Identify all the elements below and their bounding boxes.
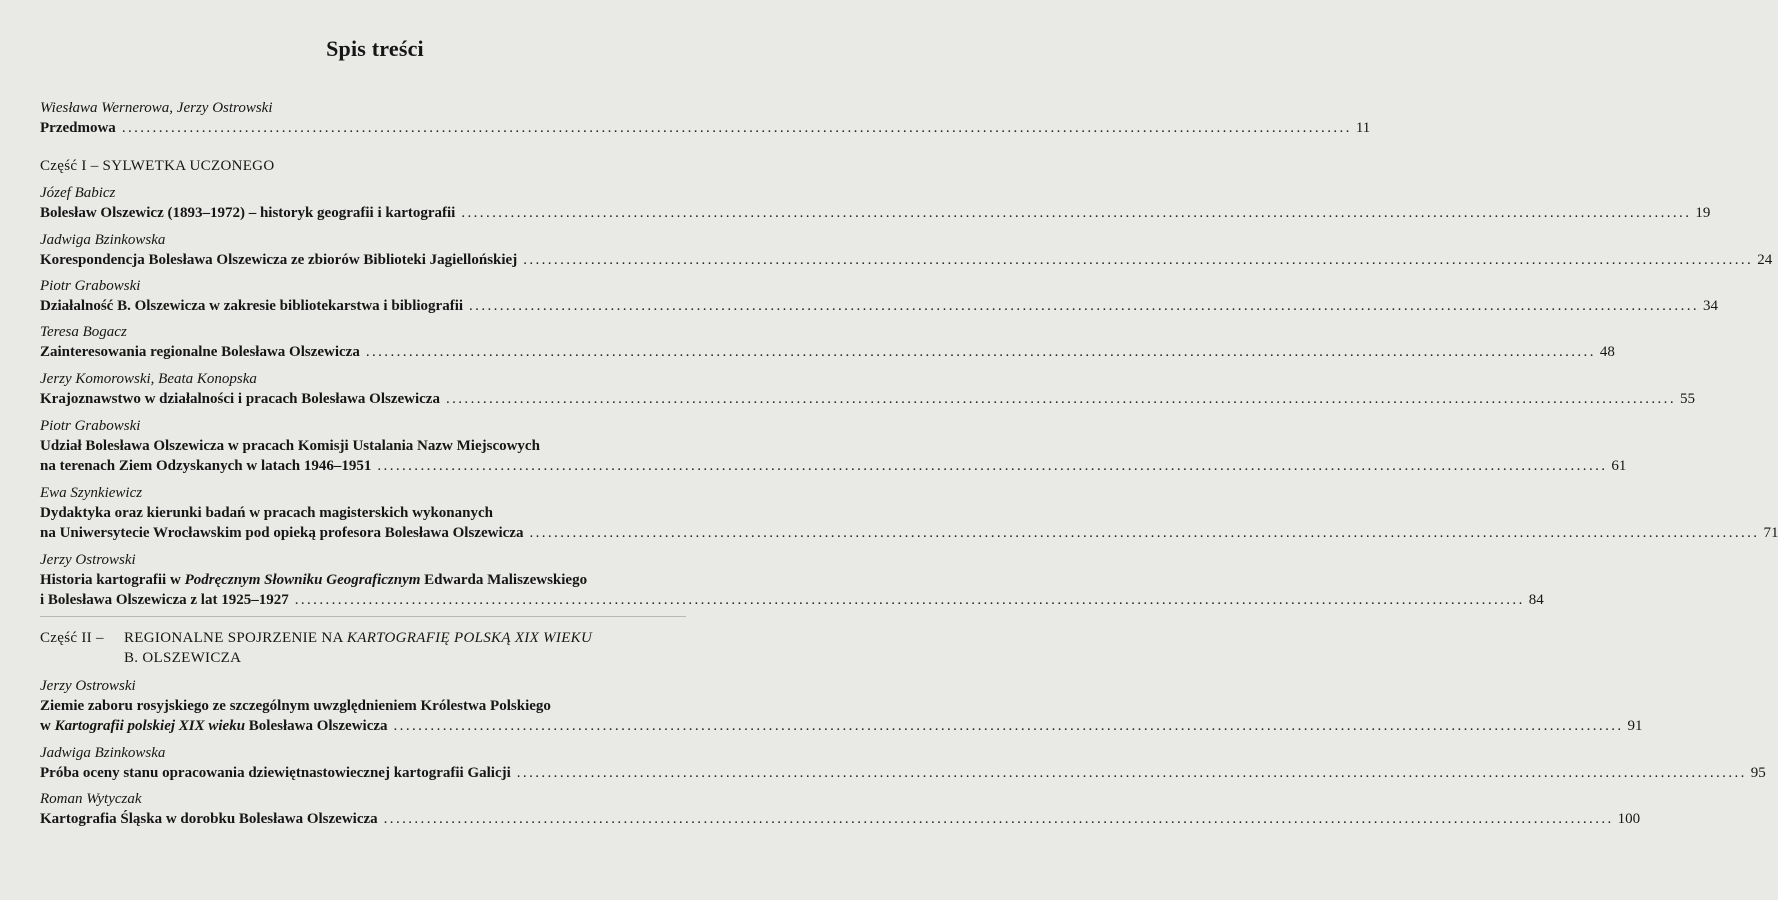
entry-title-line[interactable] — [40, 590, 1544, 610]
entry-title-line[interactable] — [40, 342, 1615, 362]
entry-title-line[interactable] — [40, 570, 686, 590]
leader-dots: ........................................................................................................................................................................................................ — [523, 252, 1754, 268]
entry-title: na Uniwersytecie Wrocławskim pod opieką profesora Bolesława Olszewicza — [40, 525, 524, 541]
entry-author: Jadwiga Bzinkowska — [40, 745, 166, 761]
part-2-heading-italic: KARTOGRAFIĘ POLSKĄ XIX WIEKU — [346, 630, 593, 646]
title-segment: Edwarda Maliszewskiego — [420, 572, 588, 588]
entry-title-line[interactable] — [40, 296, 1719, 316]
toc-entry — [40, 743, 1766, 783]
entry-page-number: 19 — [1695, 205, 1711, 221]
entry-title-line[interactable]: Udział Bolesława Olszewicza w pracach Komisji Ustalania Nazw Miejscowych — [40, 438, 540, 454]
entry-title: Bolesław Olszewicz (1893–1972) – historyk geografii i kartografii — [40, 205, 456, 221]
entry-author: Jerzy Ostrowski — [40, 552, 136, 568]
entry-title: Działalność B. Olszewicza w zakresie bibliotekarstwa i bibliografii — [40, 298, 464, 314]
entry-author: Roman Wytyczak — [40, 791, 142, 807]
entry-page-number: 71 — [1763, 525, 1778, 541]
entry-author: Jerzy Ostrowski — [40, 678, 136, 694]
entry-title: Próba oceny stanu opracowania dziewiętnastowiecznej kartografii Galicji — [40, 765, 511, 781]
entry-title: i Bolesława Olszewicza z lat 1925–1927 — [40, 592, 289, 608]
toc-entry — [40, 483, 1778, 543]
title-segment-italic: Kartografii polskiej XIX wieku — [54, 718, 246, 734]
entry-title-line[interactable] — [40, 389, 1695, 409]
toc-entry — [40, 183, 1711, 223]
entry-author: Piotr Grabowski — [40, 418, 141, 434]
toc-entry — [40, 676, 1643, 736]
leader-dots: ........................................................................................................................................................................................................ — [529, 525, 1760, 541]
section-divider — [40, 616, 686, 617]
entry-author: Teresa Bogacz — [40, 324, 127, 340]
entry-title-line[interactable] — [40, 250, 1773, 270]
entry-title: Korespondencja Bolesława Olszewicza ze zbiorów Biblioteki Jagiellońskiej — [40, 252, 518, 268]
part-1-heading: Część I – SYLWETKA UCZONEGO — [40, 158, 275, 174]
title-segment-italic: Podręcznym Słowniku Geograficznym — [184, 572, 421, 588]
entry-title: Przedmowa — [40, 120, 116, 136]
entry-page-number: 61 — [1611, 458, 1627, 474]
leader-dots: ........................................................................................................................................................................................................ — [393, 718, 1624, 734]
toc-entry — [40, 98, 1371, 138]
toc-entry — [40, 322, 1615, 362]
toc-entry — [40, 276, 1719, 316]
title-segment: Bolesława Olszewicza — [245, 718, 388, 734]
leader-dots: ........................................................................................................................................................................................................ — [516, 765, 1747, 781]
entry-title-line[interactable] — [40, 118, 1371, 138]
entry-page-number: 11 — [1355, 120, 1371, 136]
entry-title-line[interactable] — [40, 809, 1641, 829]
entry-author: Piotr Grabowski — [40, 278, 141, 294]
leader-dots: ........................................................................................................................................................................................................ — [469, 298, 1700, 314]
entry-title: na terenach Ziem Odzyskanych w latach 1946–1951 — [40, 458, 372, 474]
entry-author: Józef Babicz — [40, 185, 116, 201]
entry-title-line[interactable]: Ziemie zaboru rosyjskiego ze szczególnym uwzględnieniem Królestwa Polskiego — [40, 698, 551, 714]
entry-title-line[interactable] — [40, 763, 1766, 783]
leader-dots: ........................................................................................................................................................................................................ — [294, 592, 1525, 608]
entry-title-line[interactable] — [40, 456, 1627, 476]
entry-author: Ewa Szynkiewicz — [40, 485, 143, 501]
entry-page-number: 48 — [1599, 344, 1615, 360]
toc-entry — [40, 416, 1627, 476]
part-2-heading — [40, 628, 686, 668]
entry-title-line[interactable] — [40, 203, 1711, 223]
entry-page-number: 34 — [1703, 298, 1719, 314]
title-segment: w — [40, 718, 55, 734]
leader-dots: ........................................................................................................................................................................................................ — [383, 811, 1614, 827]
leader-dots: ........................................................................................................................................................................................................ — [445, 391, 1676, 407]
part-2-heading-line2: B. OLSZEWICZA — [124, 650, 242, 666]
entry-page-number: 91 — [1627, 718, 1643, 734]
entry-title: Kartografia Śląska w dorobku Bolesława Olszewicza — [40, 811, 378, 827]
entry-page-number: 24 — [1757, 252, 1773, 268]
toc-entry — [40, 369, 1695, 409]
entry-title: Zainteresowania regionalne Bolesława Olszewicza — [40, 344, 360, 360]
toc-entry — [40, 550, 1544, 610]
entry-author: Jadwiga Bzinkowska — [40, 232, 166, 248]
title-segment: Historia kartografii w — [40, 572, 185, 588]
entry-title-line[interactable] — [40, 523, 1778, 543]
toc-entry — [40, 789, 1641, 829]
entry-title: Krajoznawstwo w działalności i pracach Bolesława Olszewicza — [40, 391, 440, 407]
entry-page-number: 100 — [1617, 811, 1641, 827]
entry-title-line[interactable]: Dydaktyka oraz kierunki badań w pracach magisterskich wykonanych — [40, 505, 493, 521]
leader-dots: ........................................................................................................................................................................................................ — [121, 120, 1352, 136]
entry-page-number: 95 — [1750, 765, 1766, 781]
leader-dots: ........................................................................................................................................................................................................ — [461, 205, 1692, 221]
part-2-heading-text: REGIONALNE SPOJRZENIE NA — [124, 630, 347, 646]
toc-entry — [40, 230, 1773, 270]
part-2-label: Część II – — [40, 630, 104, 646]
page-title: Spis treści — [326, 36, 424, 61]
entry-page-number: 84 — [1528, 592, 1544, 608]
entry-author: Wiesława Wernerowa, Jerzy Ostrowski — [40, 100, 273, 116]
entry-author: Jerzy Komorowski, Beata Konopska — [40, 371, 257, 387]
entry-page-number: 55 — [1679, 391, 1695, 407]
entry-title-line[interactable] — [40, 716, 1643, 736]
leader-dots: ........................................................................................................................................................................................................ — [365, 344, 1596, 360]
leader-dots: ........................................................................................................................................................................................................ — [377, 458, 1608, 474]
